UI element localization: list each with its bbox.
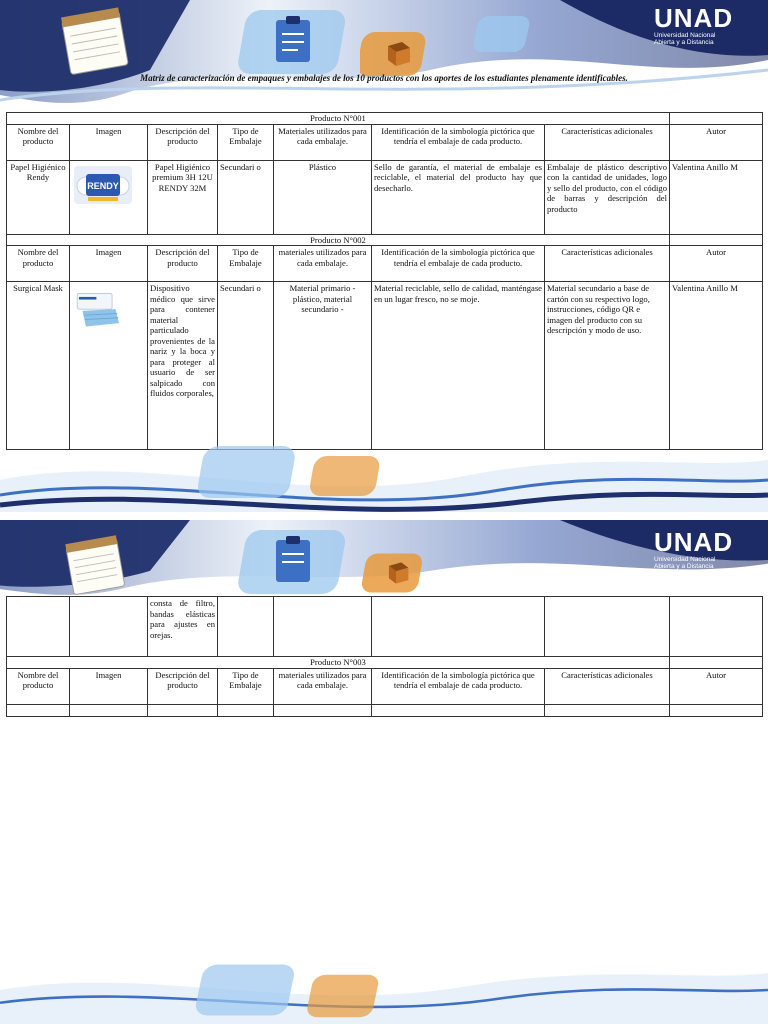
col-caracteristicas: Características adicionales — [545, 246, 670, 282]
product-label: Producto N°003 — [7, 657, 670, 669]
col-simbologia: Identificación de la simbología pictórica que tendría el embalaje de cada producto. — [372, 246, 545, 282]
document-title: Matriz de caracterización de empaques y embalajes de los 10 productos con los aportes de los estudiantes plenamente identificables. — [140, 73, 628, 83]
col-caracteristicas: Características adicionales — [545, 124, 670, 160]
cell-simbologia: Material reciclable, sello de calidad, manténgase en un lugar fresco, no se moje. — [372, 282, 545, 450]
col-imagen: Imagen — [70, 246, 148, 282]
col-tipo: Tipo de Embalaje — [218, 124, 274, 160]
cell-caracteristicas: Embalaje de plástico descriptivo con la cantidad de unidades, logo y sello del producto, con el código de barras y descripción del producto — [545, 160, 670, 234]
logo-name: UNAD — [654, 3, 734, 33]
col-simbologia: Identificación de la simbología pictórica que tendría el embalaje de cada producto. — [372, 668, 545, 704]
col-autor: Autor — [670, 124, 763, 160]
cell-imagen — [70, 282, 148, 450]
cell-autor: Valentina Anillo M — [670, 282, 763, 450]
box-icon — [360, 550, 432, 596]
cell-caracteristicas: Material secundario a base de cartón con su respectivo logo, instrucciones, código QR e imagen del producto con su descripción y modo de uso. — [545, 282, 670, 450]
col-caracteristicas: Características adicionales — [545, 668, 670, 704]
col-nombre: Nombre del producto — [7, 124, 70, 160]
col-materiales: materiales utilizados para cada embalaje. — [274, 668, 372, 704]
cell-descripcion: Dispositivo médico que sirve para contener material particulado provenientes de la nariz y la boca y para proteger al usuario de ser salpicado con fluidos corporales, — [148, 282, 218, 450]
page-2 — [0, 520, 768, 1024]
surgical-mask-image — [72, 285, 126, 335]
matrix-table-page-1 — [6, 112, 763, 450]
cell-nombre: Papel Higiénico Rendy — [7, 160, 70, 234]
footer-wave — [0, 956, 768, 1024]
cell-materiales: Material primario - plástico, material secundario - — [274, 282, 372, 450]
toilet-paper-image — [72, 164, 134, 206]
col-autor: Autor — [670, 668, 763, 704]
decor-tile — [474, 12, 538, 56]
notepad-icon — [58, 6, 138, 76]
col-imagen: Imagen — [70, 124, 148, 160]
header-row — [7, 668, 763, 704]
cell-materiales: Plástico — [274, 160, 372, 234]
col-nombre: Nombre del producto — [7, 668, 70, 704]
table-row-continued — [7, 597, 763, 657]
clipboard-icon — [238, 526, 358, 598]
clipboard-icon — [238, 6, 358, 78]
svg-text:RENDY: RENDY — [87, 180, 119, 191]
cell-autor: Valentina Anillo M — [670, 160, 763, 234]
col-descripcion: Descripción del producto — [148, 124, 218, 160]
product-label-row — [7, 234, 763, 246]
table-row — [7, 160, 763, 234]
matrix-table-page-2 — [6, 596, 763, 717]
cell-tipo: Secundari o — [218, 160, 274, 234]
table-row-empty — [7, 704, 763, 716]
col-tipo: Tipo de Embalaje — [218, 246, 274, 282]
header-row — [7, 124, 763, 160]
notepad-icon — [58, 534, 138, 596]
cell-tipo: Secundari o — [218, 282, 274, 450]
table-row — [7, 282, 763, 450]
product-label-row — [7, 113, 763, 125]
logo-sub-line-2: Abierta y a Distancia — [654, 39, 714, 46]
col-materiales: materiales utilizados para cada embalaje. — [274, 246, 372, 282]
logo-sub-line-1: Universidad Nacional — [654, 32, 716, 39]
logo-sub-line-1: Universidad Nacional — [654, 556, 716, 563]
cell-imagen — [70, 160, 148, 234]
unad-logo — [654, 4, 754, 46]
logo-sub-line-2: Abierta y a Distancia — [654, 563, 714, 570]
cell-nombre: Surgical Mask — [7, 282, 70, 450]
cell-descripcion-cont: consta de filtro, bandas elásticas para ajustes en orejas. — [148, 597, 218, 657]
footer-wave — [0, 440, 768, 512]
product-label-row — [7, 657, 763, 669]
cell-simbologia: Sello de garantía, el material de embalaje es reciclable, el material del producto hay que desecharlo. — [372, 160, 545, 234]
product-label: Producto N°002 — [7, 234, 670, 246]
cell-descripcion: Papel Higiénico premium 3H 12U RENDY 32M — [148, 160, 218, 234]
col-imagen: Imagen — [70, 668, 148, 704]
unad-logo — [654, 528, 754, 570]
col-descripcion: Descripción del producto — [148, 246, 218, 282]
col-descripcion: Descripción del producto — [148, 668, 218, 704]
col-simbologia: Identificación de la simbología pictórica que tendría el embalaje de cada producto. — [372, 124, 545, 160]
col-tipo: Tipo de Embalaje — [218, 668, 274, 704]
header-row — [7, 246, 763, 282]
col-materiales: Materiales utilizados para cada embalaje. — [274, 124, 372, 160]
col-nombre: Nombre del producto — [7, 246, 70, 282]
col-autor: Autor — [670, 246, 763, 282]
logo-name: UNAD — [654, 527, 734, 557]
product-label: Producto N°001 — [7, 113, 670, 125]
